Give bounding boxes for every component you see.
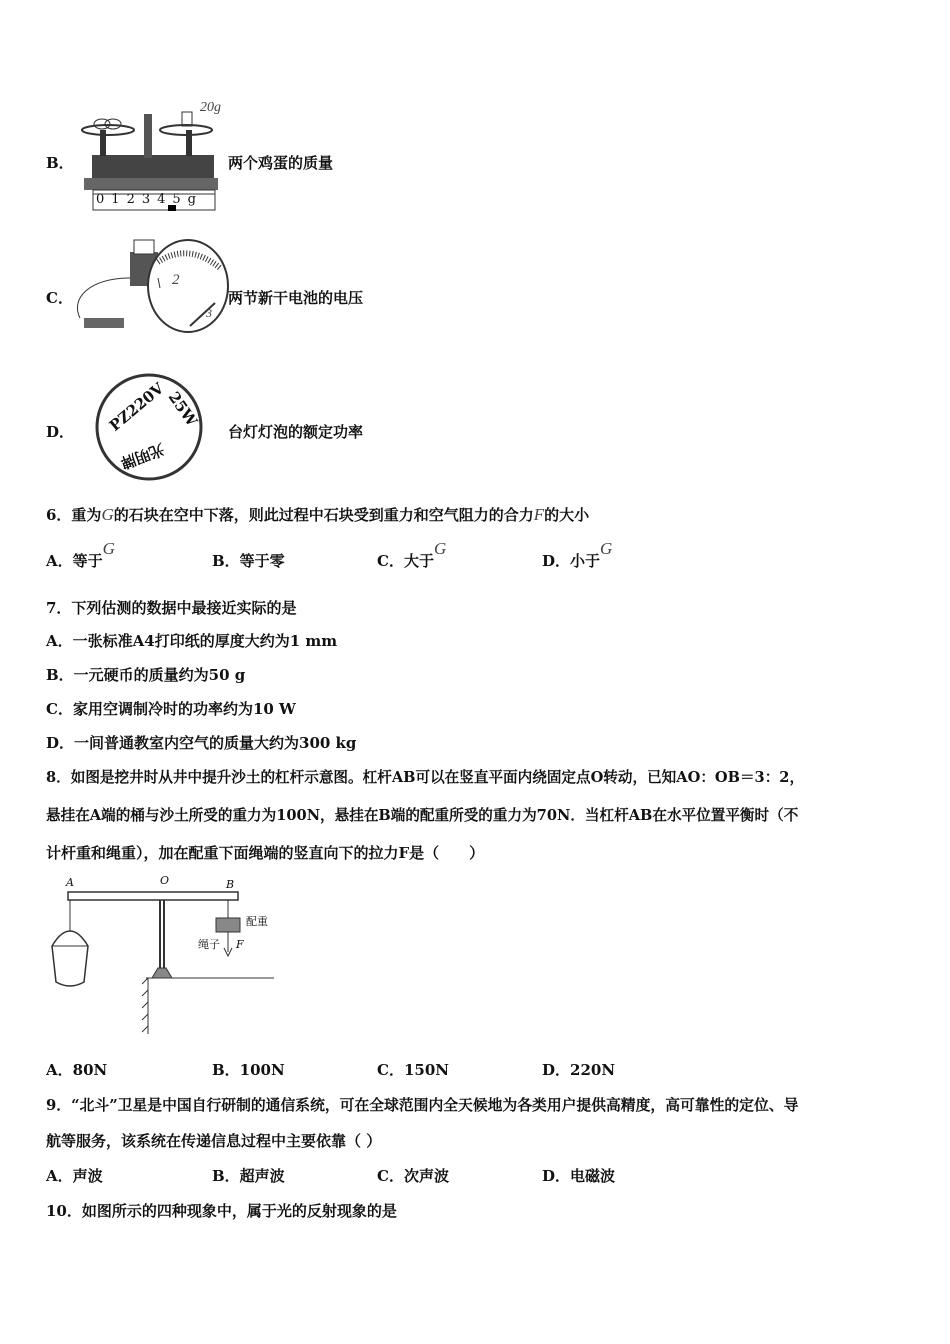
q10-stem: 10．如图所示的四种现象中，属于光的反射现象的是 [46, 1202, 397, 1220]
lever-label-weight: 配重 [246, 915, 268, 928]
q9-option-a: A．声波 [46, 1167, 103, 1185]
lever-label-o: O [160, 874, 170, 887]
dial-2: 2 [172, 272, 180, 288]
dial-3: 3 [206, 306, 212, 320]
bulb-text-2: 25W [164, 388, 202, 430]
q7-option-b: B．一元硬币的质量约为50 g [46, 666, 246, 684]
q7-option-c: C．家用空调制冷时的功率约为10 W [46, 700, 296, 718]
lever-label-rope: 绳子 [198, 938, 220, 951]
q8-option-d: D．220N [542, 1061, 616, 1079]
option-b-label: B． [46, 154, 74, 172]
option-d-label: D． [46, 423, 75, 441]
option-c-label: C． [46, 289, 73, 307]
option-c-text: 两节新干电池的电压 [228, 289, 364, 307]
lever-figure [46, 874, 286, 1036]
q9-option-d: D．电磁波 [542, 1167, 616, 1185]
option-d-text: 台灯灯泡的额定功率 [228, 423, 364, 441]
q7-option-a: A．一张标准A4打印纸的厚度大约为1 mm [46, 632, 338, 650]
q7-option-d: D．一间普通教室内空气的质量大约为300 kg [46, 734, 357, 752]
lever-label-f: F [236, 938, 244, 951]
q9-option-c: C．次声波 [377, 1167, 449, 1185]
option-b-text: 两个鸡蛋的质量 [228, 154, 334, 172]
q7-stem: 7．下列估测的数据中最接近实际的是 [46, 599, 297, 617]
voltmeter-figure [70, 238, 230, 336]
scale-ticks: 012345g [96, 192, 203, 207]
q9-option-b: B．超声波 [212, 1167, 285, 1185]
q6-stem: 6．重为G的石块在空中下落，则此过程中石块受到重力和空气阻力的合力F的大小 [46, 505, 590, 524]
bulb-text-1: PZ220V [105, 379, 168, 435]
q8-line-1: 8．如图是挖井时从井中提升沙土的杠杆示意图。杠杆AB可以在竖直平面内绕固定点O转动，已知AO：OB＝3：2， [46, 769, 805, 786]
q6-option-a: A．等于G [46, 539, 115, 570]
weight-tag: 20g [200, 100, 221, 115]
bulb-text-3: 光明牌 [118, 439, 167, 473]
q8-line-2: 悬挂在A端的桶与沙土所受的重力为100N，悬挂在B端的配重所受的重力为70N．当杠杆AB在水平位置平衡时（不 [46, 807, 799, 824]
q8-option-b: B．100N [212, 1061, 285, 1079]
q9-line-2: 航等服务，该系统在传递信息过程中主要依靠（ ） [46, 1132, 382, 1150]
q6-option-c: C．大于G [377, 539, 447, 570]
q9-line-1: 9．“北斗”卫星是中国自行研制的通信系统，可在全球范围内全天候地为各类用户提供高精度，高可靠性的定位、导 [46, 1097, 799, 1114]
lever-label-a: A [66, 876, 74, 889]
q8-option-a: A．80N [46, 1061, 108, 1079]
q8-line-3: 计杆重和绳重），加在配重下面绳端的竖直向下的拉力F是（ ） [46, 844, 485, 862]
q8-option-c: C．150N [377, 1061, 449, 1079]
q6-option-d: D．小于G [542, 539, 613, 570]
lever-label-b: B [226, 878, 235, 891]
q6-option-b: B．等于零 [212, 552, 285, 570]
